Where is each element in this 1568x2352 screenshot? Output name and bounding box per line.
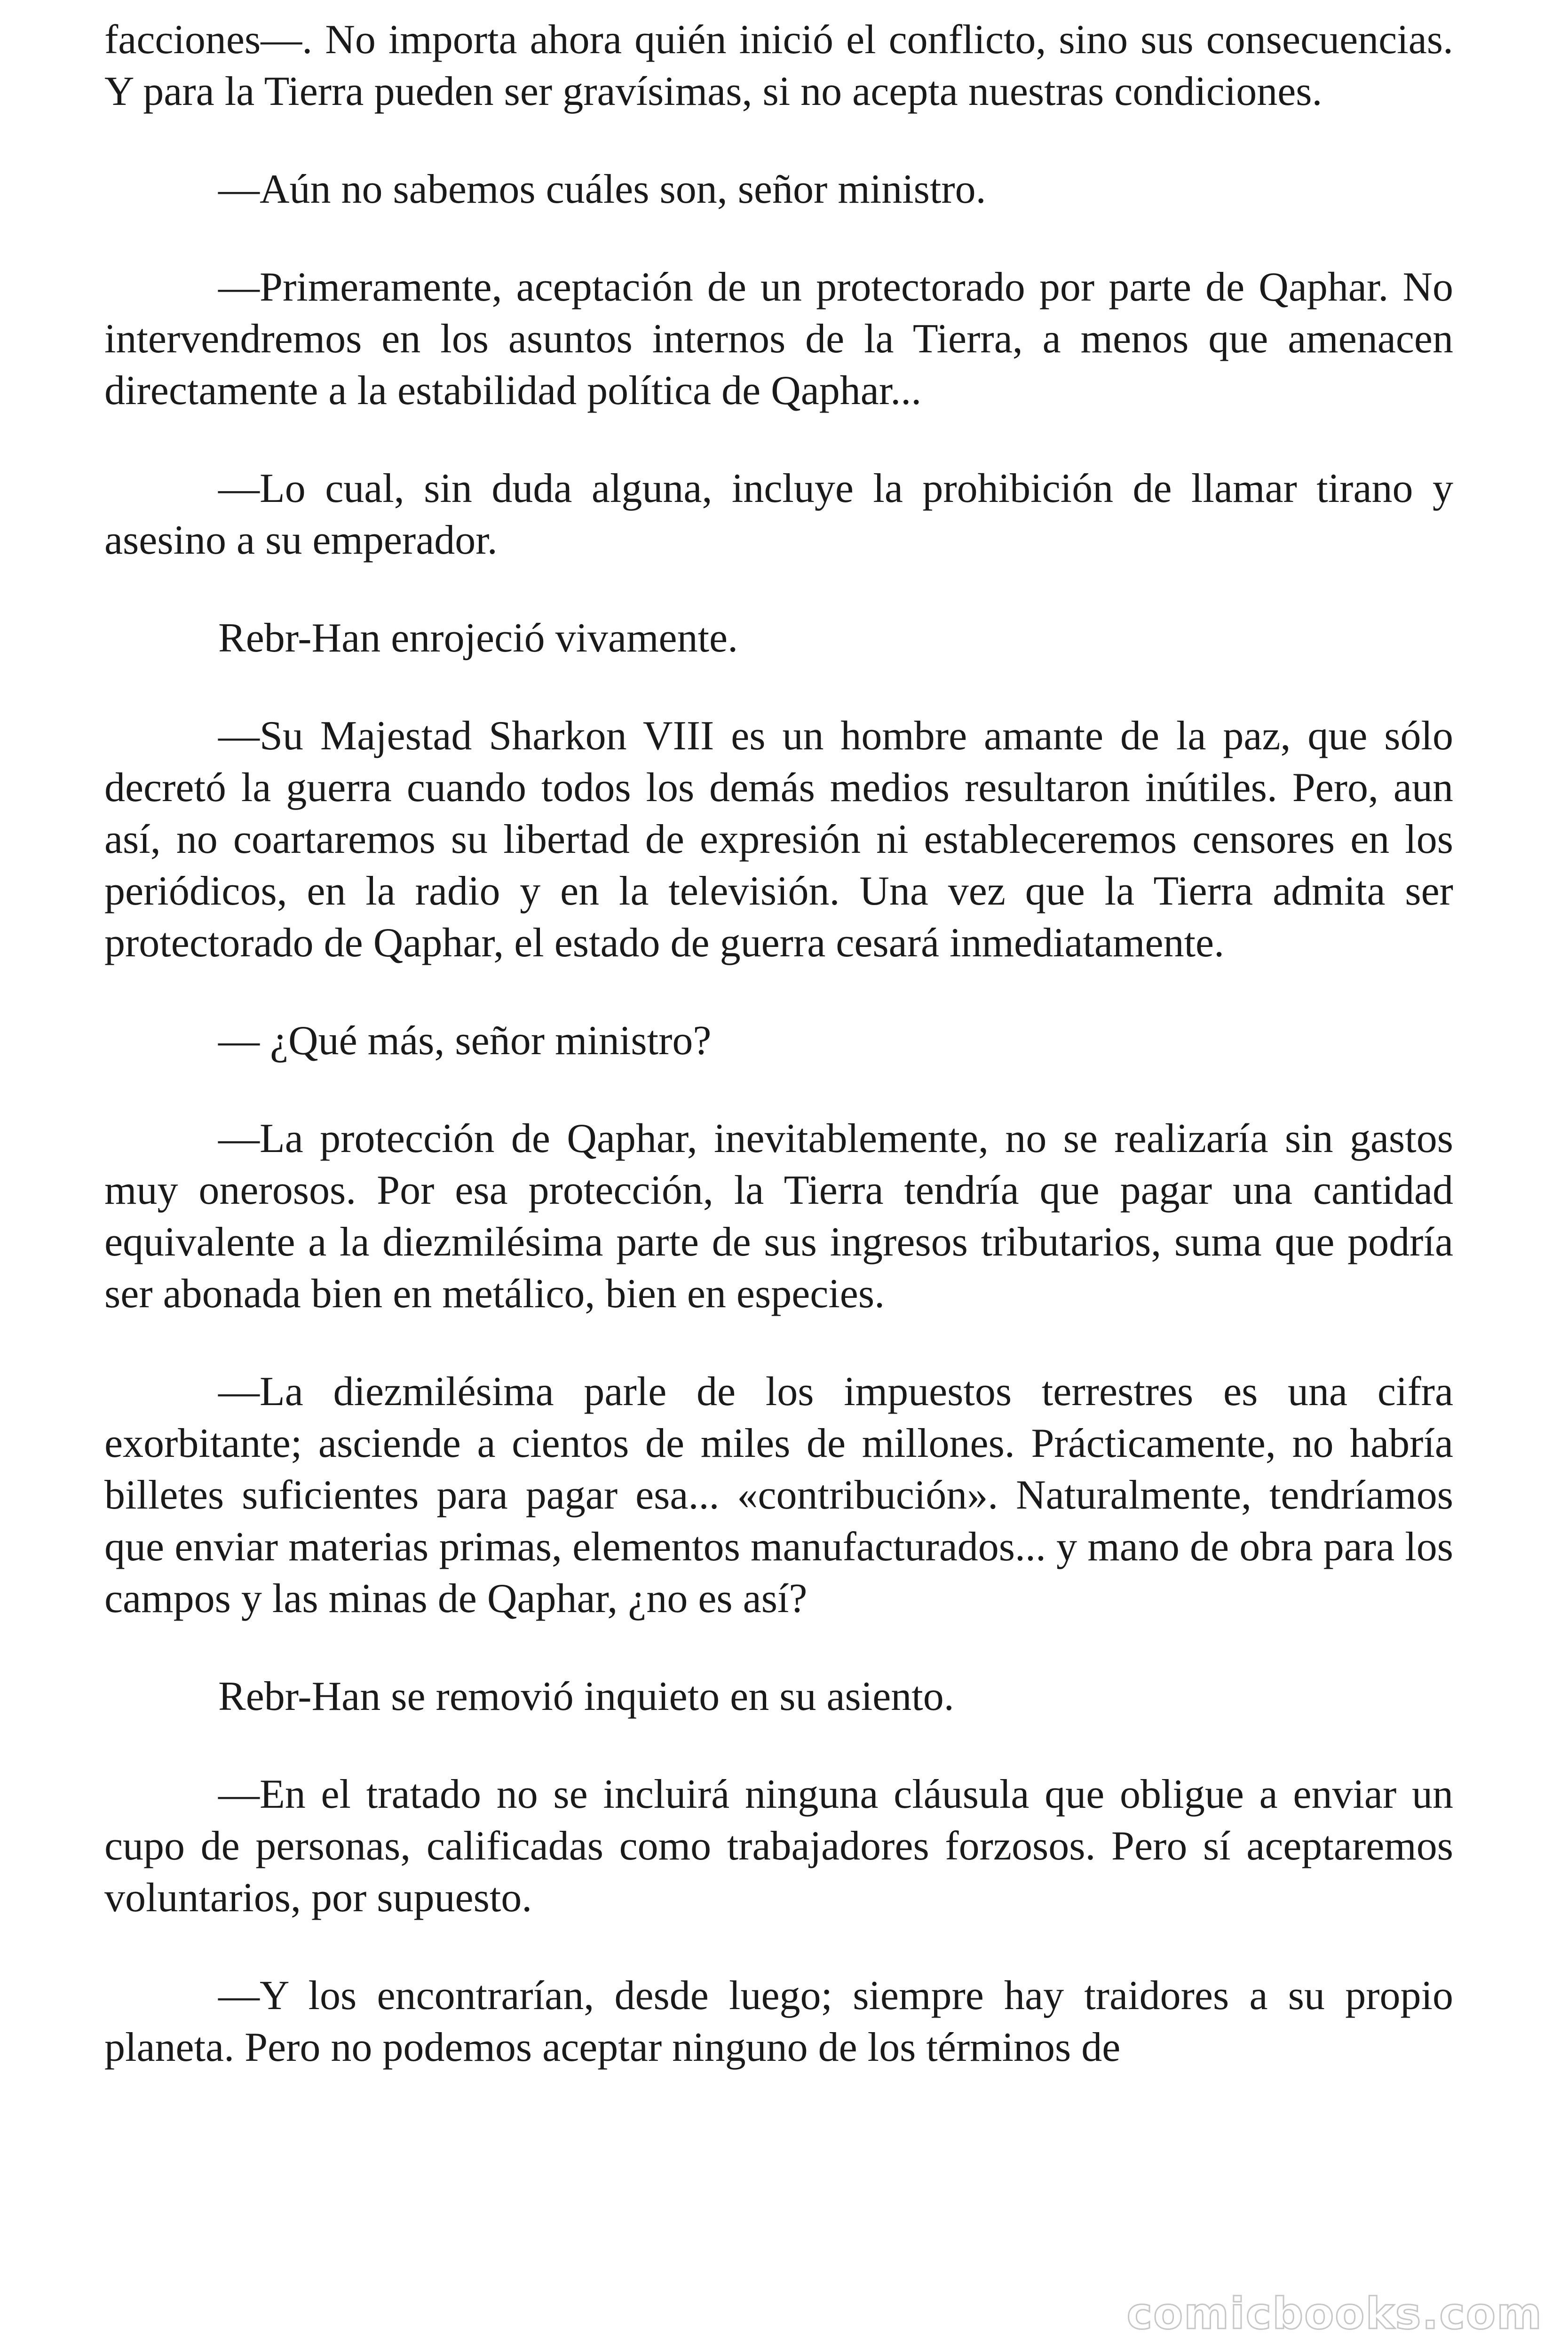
- paragraph-10: Rebr-Han se removió inquieto en su asiento.: [218, 1674, 954, 1719]
- paragraph-9: —La diezmilésima parle de los impuestos terrestres es una cifra exorbitante; asciende a cientos de miles de millones. Prácticamente, no habría billetes suficientes para pagar esa... «contribución». Naturalmente, tendríamos que enviar materias primas, elementos manufacturados... y mano de obra para los campos y las minas de Qaphar, ¿no es así?: [104, 1369, 1453, 1621]
- paragraph-12: —Y los encontrarían, desde luego; siempre hay traidores a su propio planeta. Pero no podemos aceptar ninguno de los términos de: [104, 1973, 1453, 2070]
- paragraph-5: Rebr-Han enrojeció vivamente.: [218, 615, 738, 661]
- paragraph-3: —Primeramente, aceptación de un protectorado por parte de Qaphar. No intervendremos en los asuntos internos de la Tierra, a menos que amenacen directamente a la estabilidad política de Qaphar...: [104, 264, 1453, 413]
- page-text: [104, 14, 1453, 2074]
- paragraph-8: —La protección de Qaphar, inevitablemente, no se realizaría sin gastos muy onerosos. Por esa protección, la Tierra tendría que pagar una cantidad equivalente a la diezmilésima parte de sus ingresos tributarios, suma que podría ser abonada bien en metálico, bien en especies.: [104, 1116, 1453, 1317]
- watermark: comicbooks.com: [1126, 2288, 1543, 2339]
- paragraph-4: —Lo cual, sin duda alguna, incluye la prohibición de llamar tirano y asesino a su emperador.: [104, 466, 1453, 563]
- paragraph-11: —En el tratado no se incluirá ninguna cláusula que obligue a enviar un cupo de personas, calificadas como trabajadores forzosos. Pero sí aceptaremos voluntarios, por supuesto.: [104, 1772, 1453, 1921]
- paragraph-6: —Su Majestad Sharkon VIII es un hombre amante de la paz, que sólo decretó la guerra cuando todos los demás medios resultaron inútiles. Pero, aun así, no coartaremos su libertad de expresión ni estableceremos censores en los periódicos, en la radio y en la televisión. Una vez que la Tierra admita ser protectorado de Qaphar, el estado de guerra cesará inmediatamente.: [104, 713, 1453, 966]
- paragraph-2: —Aún no sabemos cuáles son, señor ministro.: [218, 167, 986, 212]
- paragraph-7: — ¿Qué más, señor ministro?: [218, 1018, 712, 1064]
- paragraph-1: facciones—. No importa ahora quién inició el conflicto, sino sus consecuencias. Y para la Tierra pueden ser gravísimas, si no acepta nuestras condiciones.: [104, 17, 1453, 114]
